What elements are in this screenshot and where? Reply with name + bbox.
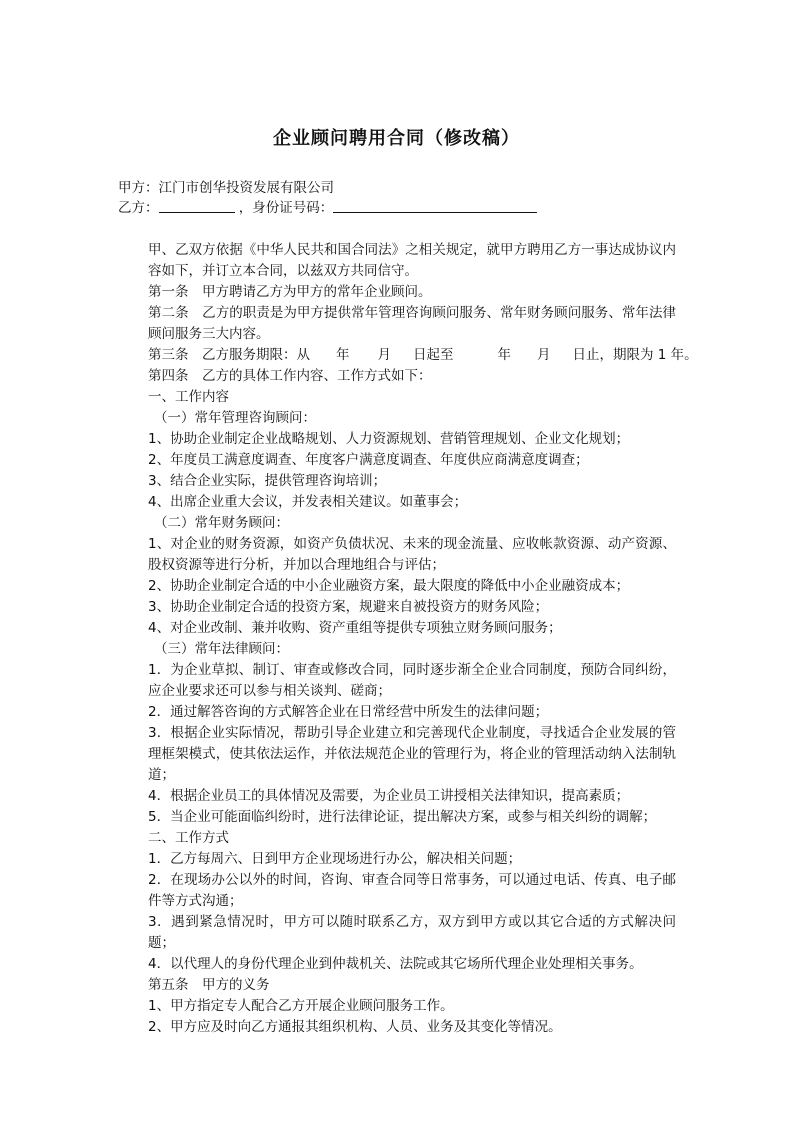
article-2: 第二条 乙方的职责是为甲方提供常年管理咨询顾问服务、常年财务顾问服务、常年法律顾问服务三大内容。 [148,305,676,342]
list-item: 1、对企业的财务资源，如资产负债状况、未来的现金流量、应收帐款资源、动产资源、股权资源等进行分析，并加以合理地组合与评估； [148,536,676,573]
subsection-2-heading: （二）常年财务顾问： [154,515,289,531]
article-3-month-2: 月 [537,347,551,363]
list-item: 4．以代理人的身份代理企业到仲裁机关、法院或其它场所代理企业处理相关事务。 [148,956,643,972]
list-item: 5．当企业可能面临纠纷时，进行法律论证，提出解决方案，或参与相关纠纷的调解； [148,809,657,825]
document-title: 企业顾问聘用合同（修改稿） [273,128,520,149]
section-2-heading: 二、工作方式 [148,830,229,846]
list-item: 1．为企业草拟、制订、审查或修改合同，同时逐步渐全企业合同制度，预防合同纠纷，应企业要求还可以参与相关谈判、磋商； [148,662,676,699]
section-1-heading: 一、工作内容 [148,389,229,405]
list-item: 4．根据企业员工的具体情况及需要，为企业员工讲授相关法律知识，提高素质； [148,788,630,804]
list-item: 2、年度员工满意度调查、年度客户满意度调查、年度供应商满意度调查； [148,452,589,468]
list-item: 3、协助企业制定合适的投资方案，规避来自被投资方的财务风险； [148,599,549,615]
list-item: 1、甲方指定专人配合乙方开展企业顾问服务工作。 [148,998,454,1014]
list-item: 2、甲方应及时向乙方通报其组织机构、人员、业务及其变化等情况。 [148,1019,562,1035]
article-3-day-1: 日起至 [413,347,454,363]
list-item: 1．乙方每周六、日到甲方企业现场进行办公，解决相关问题； [148,851,522,867]
list-item: 3、结合企业实际，提供管理咨询培训； [148,473,387,489]
contract-body [118,240,698,1038]
article-3-month-1: 月 [377,347,391,363]
list-item: 2、协助企业制定合适的中小企业融资方案，最大限度的降低中小企业融资成本； [148,578,630,594]
article-3-year-2: 年 [497,347,511,363]
article-4: 第四条 乙方的具体工作内容、工作方式如下： [148,368,432,384]
article-1: 第一条 甲方聘请乙方为甲方的常年企业顾问。 [148,284,432,300]
list-item: 4、出席企业重大会议，并发表相关建议。如董事会； [148,494,468,510]
list-item: 3．根据企业实际情况，帮助引导企业建立和完善现代企业制度，寻找适合企业发展的管理框架模式，使其依法运作，并依法规范企业的管理行为，将企业的管理活动纳入法制轨道； [148,725,676,783]
article-3-year-1: 年 [336,347,350,363]
subsection-1-heading: （一）常年管理咨询顾问： [154,410,316,426]
list-item: 4、对企业改制、兼并收购、资产重组等提供专项独立财务顾问服务； [148,620,562,636]
subsection-3-heading: （三）常年法律顾问： [154,641,289,657]
list-item: 2．通过解答咨询的方式解答企业在日常经营中所发生的法律问题； [148,704,549,720]
article-3-start: 第三条 乙方服务期限：从 [148,347,310,363]
intro-paragraph: 甲、乙双方依据《中华人民共和国合同法》之相关规定，就甲方聘用乙方一事达成协议内容如下，并订立本合同，以兹双方共同信守。 [148,242,676,279]
article-5: 第五条 甲方的义务 [148,977,270,993]
list-item: 1、协助企业制定企业战略规划、人力资源规划、营销管理规划、企业文化规划； [148,431,630,447]
list-item: 2．在现场办公以外的时间，咨询、审查合同等日常事务，可以通过电话、传真、电子邮件等方式沟通； [148,872,676,909]
article-3 [118,345,698,366]
party-b-id-label: ，身份证号码： [238,200,334,216]
party-b-name-blank[interactable] [159,199,235,213]
party-b-line [118,198,537,218]
party-b-label: 乙方： [118,200,159,216]
list-item: 3．遇到紧急情况时，甲方可以随时联系乙方，双方到甲方或以其它合适的方式解决问题； [148,914,676,951]
party-a-line: 甲方：江门市创华投资发展有限公司 [118,180,334,196]
article-3-end: 日止，期限为 1 年。 [572,347,698,363]
party-b-id-blank[interactable] [333,199,537,213]
